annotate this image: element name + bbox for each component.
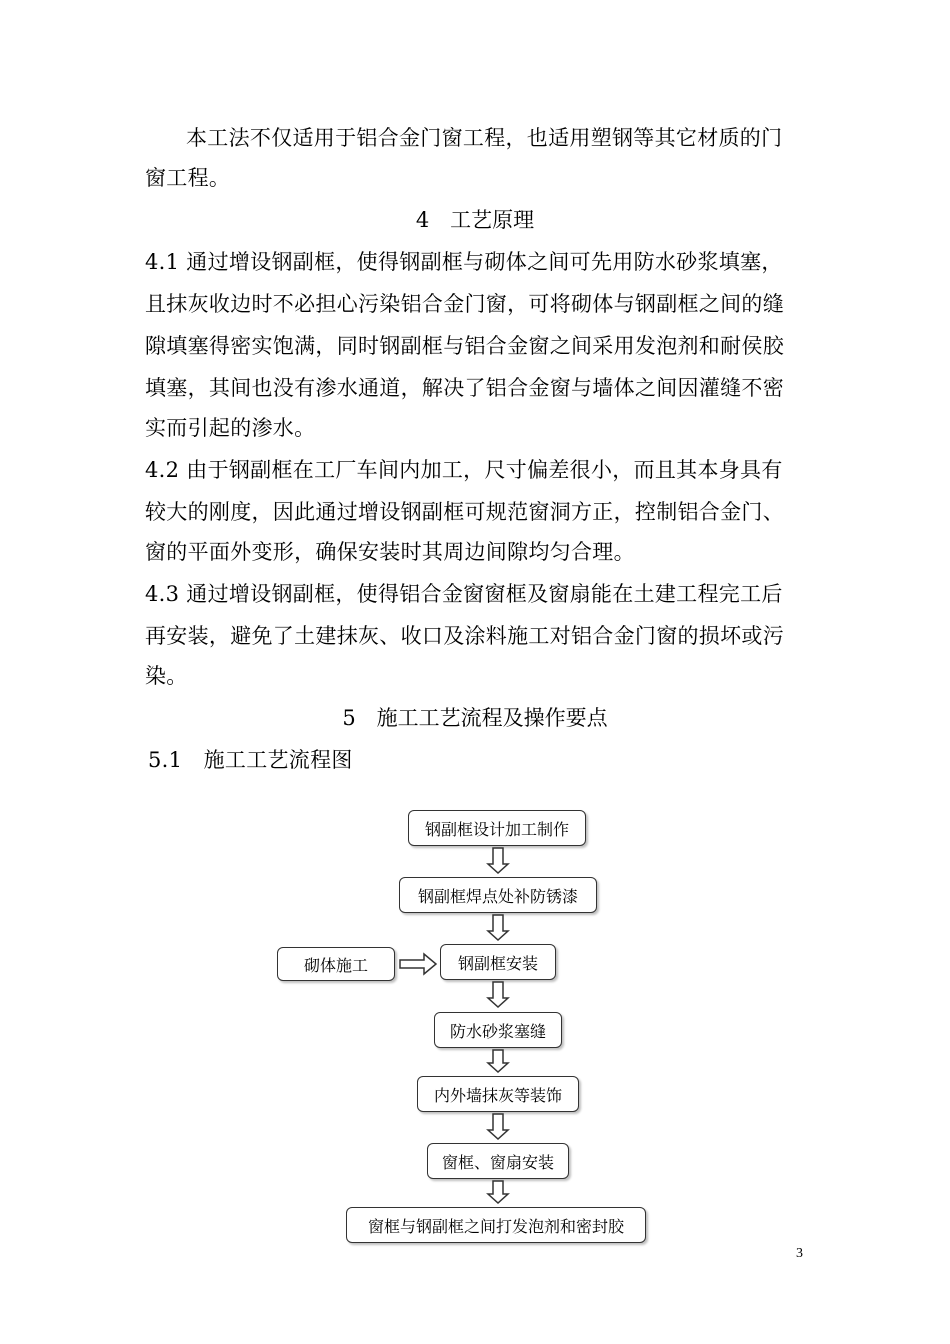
paragraph-line: 4.1 通过增设钢副框，使得钢副框与砌体之间可先用防水砂浆填塞， bbox=[145, 250, 783, 274]
flow-step-4: 防水砂浆塞缝 bbox=[434, 1012, 562, 1048]
down-arrow-icon bbox=[488, 848, 508, 873]
paragraph-line: 4.2 由于钢副框在工厂车间内加工，尺寸偏差很小，而且其本身具有 bbox=[145, 458, 783, 482]
section-heading-4: 4 工艺原理 bbox=[415, 208, 535, 232]
page-number: 3 bbox=[796, 1246, 803, 1261]
paragraph-line: 较大的刚度，因此通过增设钢副框可规范窗洞方正，控制铝合金门、 bbox=[145, 500, 784, 524]
down-arrow-icon bbox=[488, 982, 508, 1007]
flow-step-3: 钢副框安装 bbox=[440, 944, 556, 980]
paragraph-line: 填塞，其间也没有渗水通道，解决了铝合金窗与墙体之间因灌缝不密 bbox=[145, 376, 784, 400]
paragraph-line: 窗工程。 bbox=[145, 166, 231, 190]
flow-step-7: 窗框与钢副框之间打发泡剂和密封胶 bbox=[346, 1207, 646, 1243]
paragraph-line: 再安装，避免了土建抹灰、收口及涂料施工对铝合金门窗的损坏或污 bbox=[145, 624, 784, 648]
flow-step-1: 钢副框设计加工制作 bbox=[408, 810, 586, 846]
paragraph-line: 4.3 通过增设钢副框，使得铝合金窗窗框及窗扇能在土建工程完工后 bbox=[145, 582, 783, 606]
paragraph-line: 染。 bbox=[145, 664, 188, 688]
right-arrow-icon bbox=[400, 954, 436, 974]
paragraph-line: 实而引起的渗水。 bbox=[145, 416, 316, 440]
paragraph-line: 隙填塞得密实饱满，同时钢副框与铝合金窗之间采用发泡剂和耐侯胶 bbox=[145, 334, 784, 358]
down-arrow-icon bbox=[488, 915, 508, 940]
paragraph-line: 且抹灰收边时不必担心污染铝合金门窗，可将砌体与钢副框之间的缝 bbox=[145, 292, 784, 316]
flow-step-5: 内外墙抹灰等装饰 bbox=[417, 1076, 579, 1112]
paragraph-line: 窗的平面外变形，确保安装时其周边间隙均匀合理。 bbox=[145, 540, 635, 564]
down-arrow-icon bbox=[488, 1114, 508, 1139]
flow-step-2: 钢副框焊点处补防锈漆 bbox=[399, 877, 597, 913]
paragraph-line: 本工法不仅适用于铝合金门窗工程，也适用塑钢等其它材质的门 bbox=[186, 126, 783, 150]
flow-side-step: 砌体施工 bbox=[277, 947, 395, 981]
flow-step-6: 窗框、窗扇安装 bbox=[427, 1143, 569, 1179]
subsection-heading-5-1: 5.1 施工工艺流程图 bbox=[148, 748, 353, 772]
down-arrow-icon bbox=[488, 1050, 508, 1072]
section-heading-5: 5 施工工艺流程及操作要点 bbox=[342, 706, 608, 730]
down-arrow-icon bbox=[488, 1181, 508, 1203]
